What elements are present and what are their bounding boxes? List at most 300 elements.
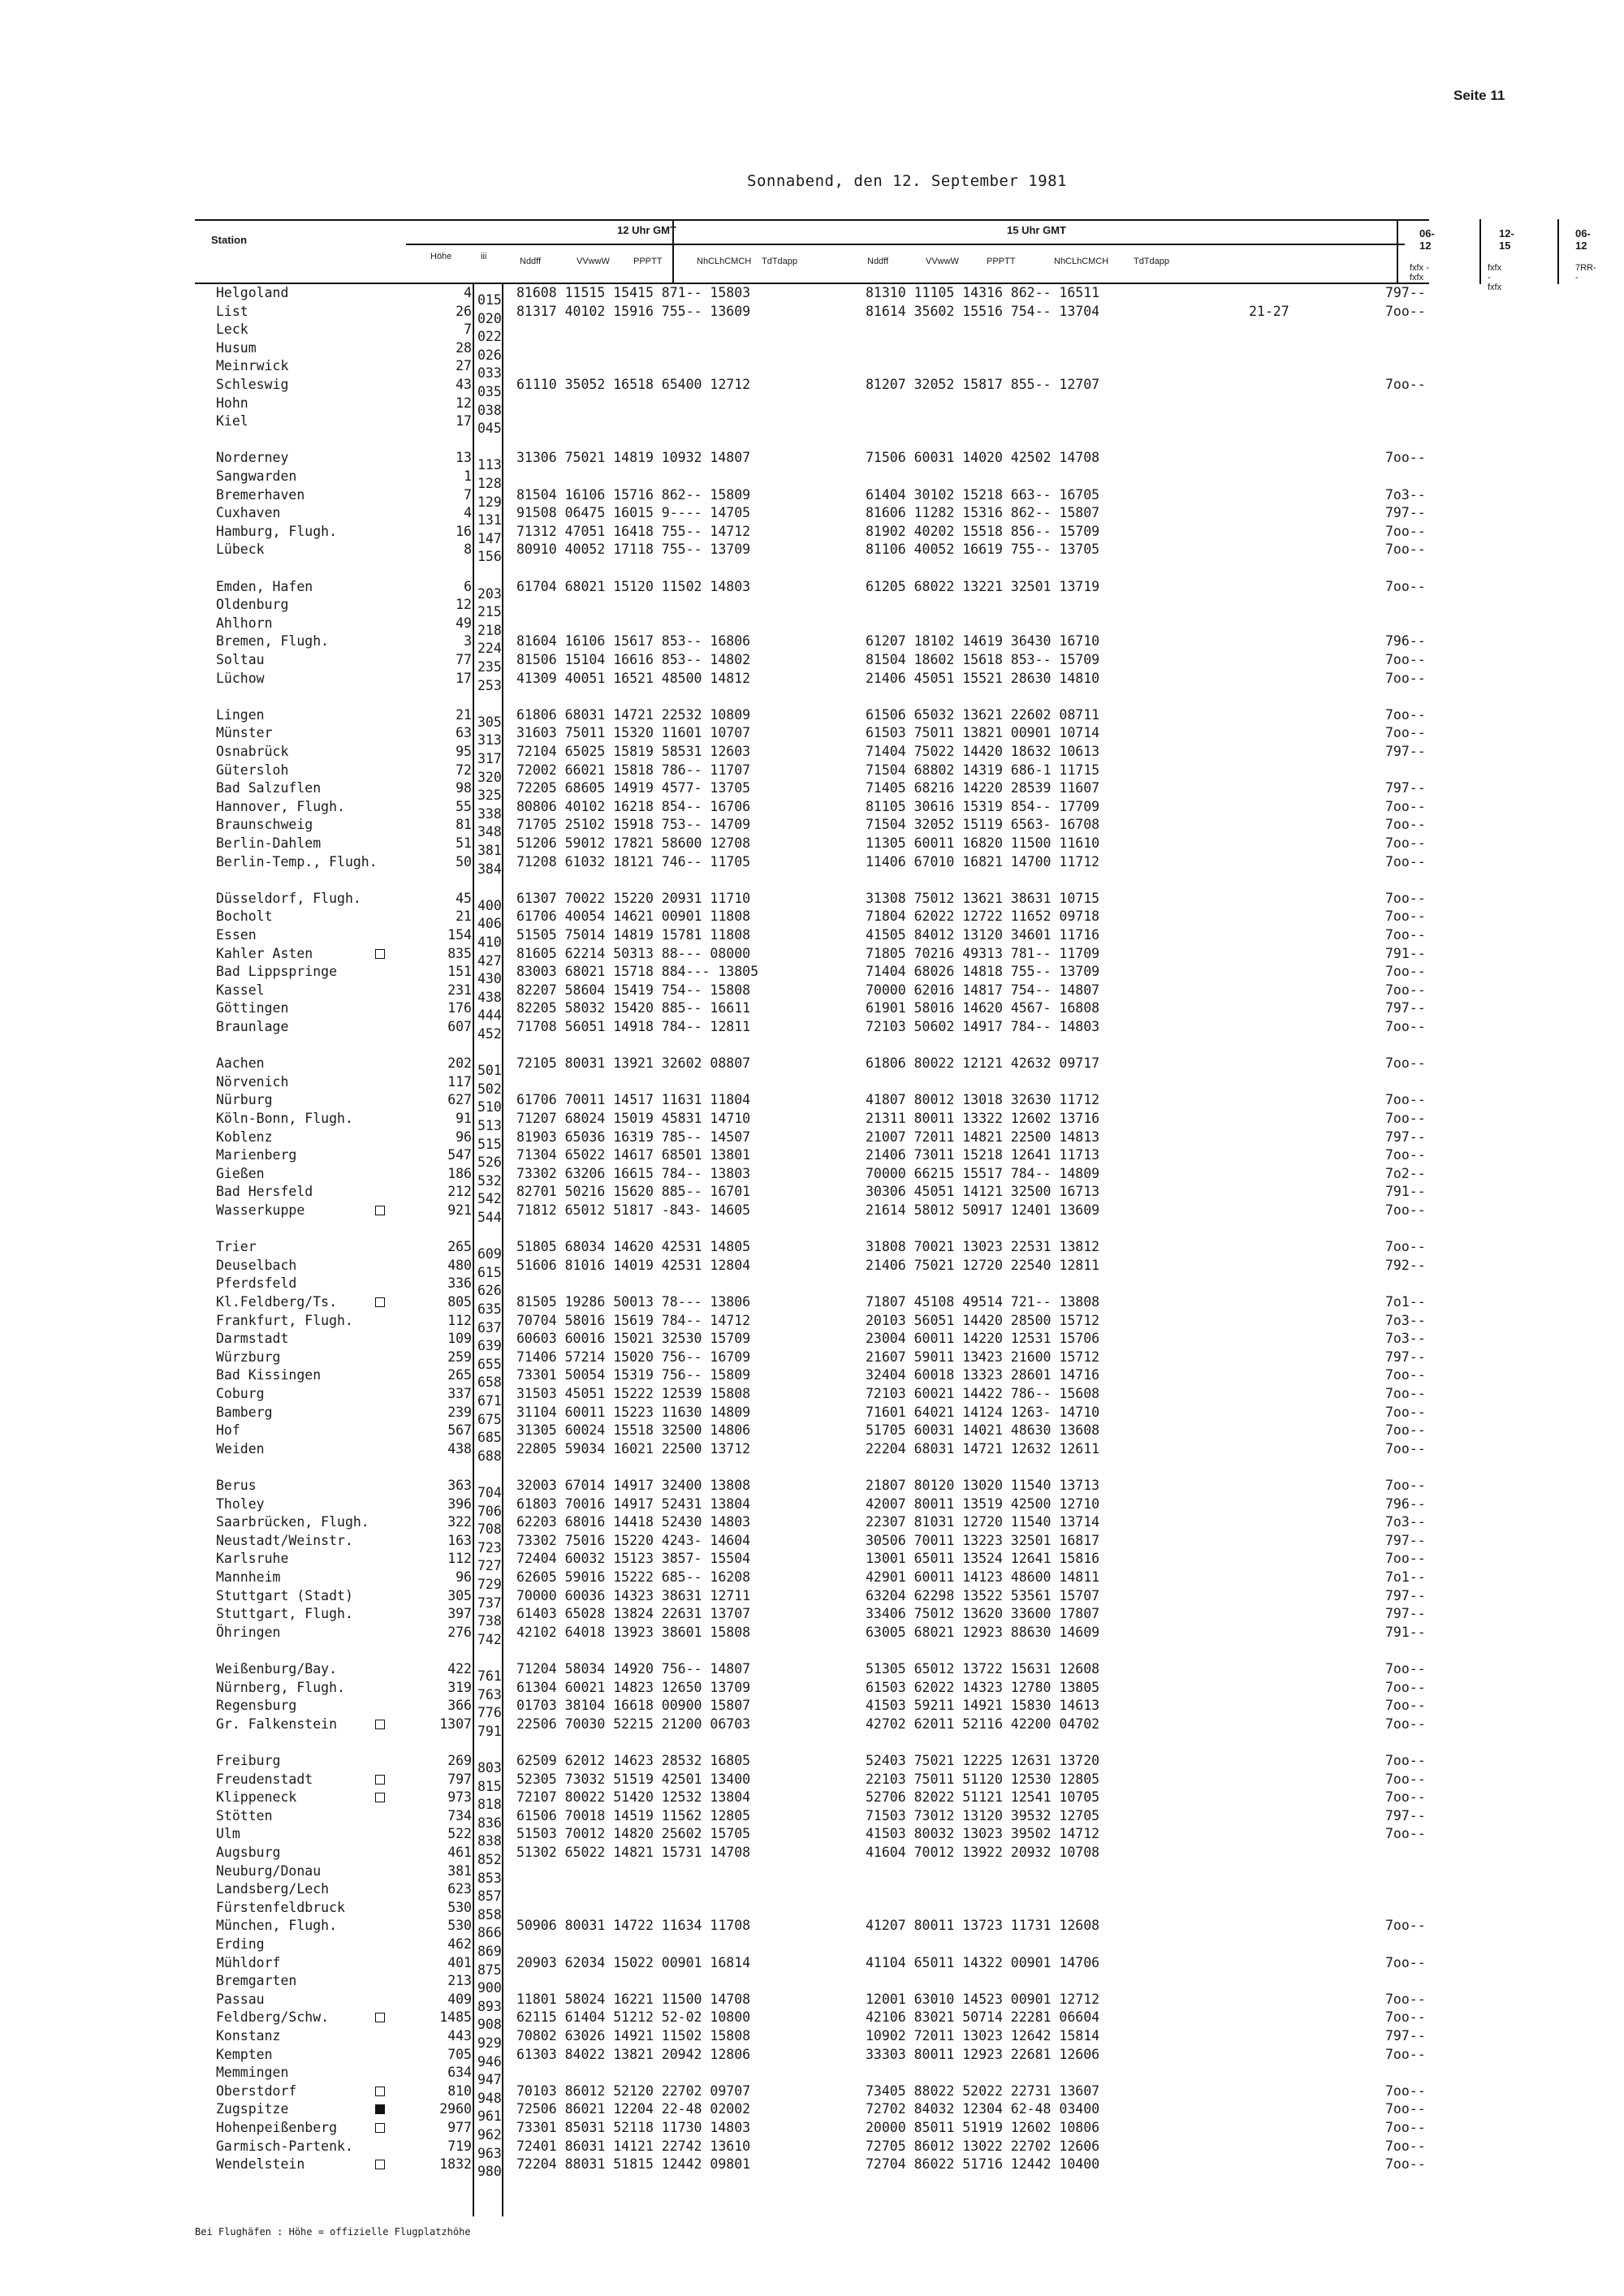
- station-name: Meinrwick: [216, 358, 289, 374]
- station-id: 147: [477, 530, 502, 546]
- obs-12-uhr: 62203 68016 14418 52430 14803: [516, 1514, 751, 1530]
- obs-12-uhr: 61806 68031 14721 22532 10809: [516, 706, 751, 723]
- station-height: 21: [456, 908, 472, 925]
- obs-12-uhr: 72204 88031 51815 12442 09801: [516, 2156, 751, 2173]
- extra-code: 7oo--: [1385, 2101, 1426, 2117]
- station-name: Oldenburg: [216, 597, 289, 613]
- station-id: 626: [477, 1283, 502, 1299]
- obs-15-uhr: 71405 68216 14220 28539 11607: [866, 780, 1100, 796]
- station-name: Lüchow: [216, 670, 265, 686]
- obs-15-uhr: 63204 62298 13522 53561 15707: [866, 1587, 1100, 1603]
- station-name: Nürburg: [216, 1092, 273, 1108]
- station-height: 438: [447, 1440, 472, 1457]
- extra-code: 7o1--: [1385, 1294, 1426, 1310]
- extra-code: 797--: [1385, 1587, 1426, 1603]
- obs-12-uhr: 81505 19286 50013 78--- 13806: [516, 1294, 751, 1310]
- extra-code: 7oo--: [1385, 1753, 1426, 1768]
- extra-code: 7oo--: [1385, 1771, 1426, 1787]
- station-height: 7: [464, 486, 472, 503]
- obs-12-uhr: 71304 65022 14617 68501 13801: [516, 1147, 751, 1163]
- station-name: Gr. Falkenstein: [216, 1716, 338, 1732]
- obs-12-uhr: 61706 70011 14517 11631 11804: [516, 1092, 751, 1108]
- station-id: 218: [477, 622, 502, 638]
- extra-code: 7oo--: [1385, 853, 1426, 870]
- obs-12-uhr: 72506 86021 12204 22-48 02002: [516, 2101, 751, 2117]
- station-name: Gütersloh: [216, 762, 289, 778]
- station-id: 963: [477, 2145, 502, 2161]
- station-height: 397: [447, 1606, 472, 1622]
- station-height: 607: [447, 1019, 472, 1034]
- station-marker-icon: [375, 1206, 385, 1215]
- station-id: 325: [477, 788, 502, 804]
- extra-code: 7o3--: [1385, 1331, 1426, 1347]
- station-height: 322: [447, 1514, 472, 1530]
- obs-15-uhr: 81504 18602 15618 853-- 15709: [866, 652, 1100, 667]
- station-id: 502: [477, 1081, 502, 1097]
- obs-15-uhr: 52706 82022 51121 12541 10705: [866, 1789, 1100, 1806]
- obs-12-uhr: 71204 58034 14920 756-- 14807: [516, 1661, 751, 1677]
- station-name: Stuttgart (Stadt): [216, 1587, 353, 1603]
- station-id: 406: [477, 916, 502, 932]
- station-name: Bad Salzuflen: [216, 780, 322, 796]
- station-height: 547: [447, 1147, 472, 1163]
- page-number: Seite 11: [1453, 88, 1505, 103]
- station-name: Cuxhaven: [216, 505, 281, 521]
- obs-15-uhr: 21007 72011 14821 22500 14813: [866, 1129, 1100, 1145]
- obs-12-uhr: 22506 70030 52215 21200 06703: [516, 1716, 751, 1732]
- station-name: Mannheim: [216, 1569, 281, 1585]
- obs-15-uhr: 20103 56051 14420 28500 15712: [866, 1312, 1100, 1328]
- obs-12-uhr: 52305 73032 51519 42501 13400: [516, 1771, 751, 1787]
- obs-15-uhr: 31808 70021 13023 22531 13812: [866, 1239, 1100, 1255]
- station-name: Nürnberg, Flugh.: [216, 1679, 345, 1695]
- station-id: 156: [477, 549, 502, 565]
- station-height: 45: [456, 890, 472, 906]
- station-height: 810: [447, 2082, 472, 2099]
- station-height: 49: [456, 615, 472, 631]
- header-nh-12: NhCLhCMCH: [697, 257, 752, 266]
- obs-12-uhr: 71208 61032 18121 746-- 11705: [516, 853, 751, 870]
- obs-15-uhr: 42007 80011 13519 42500 12710: [866, 1495, 1100, 1512]
- station-id: 510: [477, 1099, 502, 1116]
- station-height: 805: [447, 1294, 472, 1310]
- header-pppp-12: PPPTT: [633, 257, 663, 266]
- station-name: Osnabrück: [216, 744, 289, 759]
- header-nddff-15: Nddff: [867, 257, 889, 266]
- station-height: 4: [464, 285, 472, 300]
- obs-12-uhr: 60603 60016 15021 32530 15709: [516, 1331, 751, 1347]
- obs-15-uhr: 71804 62022 12722 11652 09718: [866, 908, 1100, 925]
- obs-12-uhr: 32003 67014 14917 32400 13808: [516, 1478, 751, 1493]
- station-height: 530: [447, 1899, 472, 1915]
- obs-12-uhr: 80806 40102 16218 854-- 16706: [516, 798, 751, 814]
- extra-code: 7oo--: [1385, 1440, 1426, 1457]
- extra-code: 7oo--: [1385, 1202, 1426, 1218]
- station-id: 438: [477, 989, 502, 1005]
- obs-12-uhr: 70704 58016 15619 784-- 14712: [516, 1312, 751, 1328]
- obs-15-uhr: 71506 60031 14020 42502 14708: [866, 450, 1100, 466]
- station-height: 623: [447, 1881, 472, 1897]
- station-id: 452: [477, 1026, 502, 1042]
- station-name: Braunlage: [216, 1019, 289, 1034]
- obs-12-uhr: 72105 80031 13921 32602 08807: [516, 1055, 751, 1072]
- obs-15-uhr: 71805 70216 49313 781-- 11709: [866, 945, 1100, 961]
- station-name: Koblenz: [216, 1129, 273, 1145]
- extra-code: 797--: [1385, 1129, 1426, 1145]
- station-id: 723: [477, 1539, 502, 1556]
- station-name: Oberstdorf: [216, 2082, 297, 2099]
- station-id: 869: [477, 1944, 502, 1959]
- station-marker-icon: [375, 1775, 385, 1785]
- station-marker-icon: [375, 1720, 385, 1729]
- station-id: 637: [477, 1319, 502, 1336]
- station-name: Klippeneck: [216, 1789, 297, 1806]
- station-name: Hohn: [216, 395, 248, 411]
- extra-code: 7oo--: [1385, 1367, 1426, 1383]
- obs-12-uhr: 20903 62034 15022 00901 16814: [516, 1954, 751, 1970]
- station-height: 55: [456, 798, 472, 814]
- station-name: Freudenstadt: [216, 1771, 313, 1787]
- obs-15-uhr: 81614 35602 15516 754-- 13704: [866, 303, 1100, 319]
- extra-code: 7oo--: [1385, 1698, 1426, 1714]
- obs-12-uhr: 81317 40102 15916 755-- 13609: [516, 303, 751, 319]
- station-height: 8: [464, 542, 472, 558]
- station-height: 522: [447, 1826, 472, 1842]
- station-name: Berlin-Temp., Flugh.: [216, 853, 378, 870]
- station-name: Saarbrücken, Flugh.: [216, 1514, 369, 1530]
- station-id: 818: [477, 1797, 502, 1813]
- station-name: Lübeck: [216, 542, 265, 558]
- station-name: Soltau: [216, 652, 265, 667]
- obs-15-uhr: 61506 65032 13621 22602 08711: [866, 706, 1100, 723]
- station-height: 27: [456, 358, 472, 374]
- station-height: 530: [447, 1918, 472, 1934]
- obs-15-uhr: 72704 86022 51716 12442 10400: [866, 2156, 1100, 2173]
- obs-15-uhr: 81105 30616 15319 854-- 17709: [866, 798, 1100, 814]
- station-id: 658: [477, 1375, 502, 1391]
- station-id: 838: [477, 1833, 502, 1849]
- extra-code: 7oo--: [1385, 2009, 1426, 2026]
- station-height: 269: [447, 1753, 472, 1768]
- extra-code: 7oo--: [1385, 2138, 1426, 2154]
- obs-15-uhr: 71503 73012 13120 39532 12705: [866, 1807, 1100, 1823]
- station-name: Norderney: [216, 450, 289, 466]
- obs-12-uhr: 31305 60024 15518 32500 14806: [516, 1422, 751, 1439]
- station-id: 131: [477, 512, 502, 529]
- station-id: 427: [477, 952, 502, 969]
- station-id: 026: [477, 347, 502, 363]
- station-name: Stötten: [216, 1807, 273, 1823]
- station-id: 961: [477, 2108, 502, 2125]
- station-height: 16: [456, 523, 472, 539]
- station-height: 1832: [439, 2156, 472, 2173]
- station-name: Braunschweig: [216, 817, 313, 833]
- station-id: 320: [477, 769, 502, 785]
- extra-code: 792--: [1385, 1257, 1426, 1273]
- obs-15-uhr: 30306 45051 14121 32500 16713: [866, 1184, 1100, 1200]
- station-id: 857: [477, 1888, 502, 1905]
- station-height: 26: [456, 303, 472, 319]
- extra-code: 797--: [1385, 1606, 1426, 1622]
- station-name: Bamberg: [216, 1404, 273, 1420]
- station-height: 305: [447, 1587, 472, 1603]
- station-height: 95: [456, 744, 472, 759]
- obs-15-uhr: 41207 80011 13723 11731 12608: [866, 1918, 1100, 1934]
- station-height: 2960: [439, 2101, 472, 2117]
- station-name: Deuselbach: [216, 1257, 297, 1273]
- station-name: Essen: [216, 927, 257, 943]
- station-id: 444: [477, 1008, 502, 1024]
- station-id: 836: [477, 1815, 502, 1831]
- obs-12-uhr: 51606 81016 14019 42531 12804: [516, 1257, 751, 1273]
- obs-15-uhr: 22204 68031 14721 12632 12611: [866, 1440, 1100, 1457]
- obs-15-uhr: 41807 80012 13018 32630 11712: [866, 1092, 1100, 1108]
- obs-15-uhr: 21614 58012 50917 12401 13609: [866, 1202, 1100, 1218]
- obs-15-uhr: 41503 80032 13023 39502 14712: [866, 1826, 1100, 1842]
- obs-12-uhr: 80910 40052 17118 755-- 13709: [516, 542, 751, 558]
- station-name: Berlin-Dahlem: [216, 835, 322, 851]
- obs-12-uhr: 81903 65036 16319 785-- 14507: [516, 1129, 751, 1145]
- obs-12-uhr: 81604 16106 15617 853-- 16806: [516, 633, 751, 650]
- header-col-7rr: 7RR--: [1575, 263, 1596, 283]
- station-height: 401: [447, 1954, 472, 1970]
- station-height: 634: [447, 2065, 472, 2081]
- header-pppp-15: PPPTT: [987, 257, 1016, 266]
- station-name: Erding: [216, 1936, 265, 1952]
- station-id: 738: [477, 1613, 502, 1629]
- station-name: Hannover, Flugh.: [216, 798, 345, 814]
- header-col-fxfx-2: fxfx - fxfx: [1488, 263, 1502, 292]
- station-id: 635: [477, 1301, 502, 1317]
- obs-15-uhr: 71404 68026 14818 755-- 13709: [866, 964, 1100, 980]
- header-tt-12: TdTdapp: [762, 257, 798, 266]
- station-id: 410: [477, 934, 502, 950]
- obs-12-uhr: 50906 80031 14722 11634 11708: [516, 1918, 751, 1934]
- extra-code: 7oo--: [1385, 1918, 1426, 1934]
- obs-12-uhr: 01703 38104 16618 00900 15807: [516, 1698, 751, 1714]
- obs-15-uhr: 41104 65011 14322 00901 14706: [866, 1954, 1100, 1970]
- station-height: 336: [447, 1275, 472, 1292]
- station-height: 81: [456, 817, 472, 833]
- obs-15-uhr: 81606 11282 15316 862-- 15807: [866, 505, 1100, 521]
- station-id: 033: [477, 365, 502, 382]
- header-12-uhr: 12 Uhr GMT: [617, 224, 676, 236]
- station-height: 265: [447, 1367, 472, 1383]
- extra-code: 7oo--: [1385, 1404, 1426, 1420]
- obs-15-uhr: 61806 80022 12121 42632 09717: [866, 1055, 1100, 1072]
- extra-code: 7oo--: [1385, 450, 1426, 466]
- obs-12-uhr: 62509 62012 14623 28532 16805: [516, 1753, 751, 1768]
- station-height: 186: [447, 1165, 472, 1181]
- station-id: 384: [477, 861, 502, 877]
- station-name: Husum: [216, 339, 257, 356]
- station-height: 43: [456, 377, 472, 392]
- obs-15-uhr: 81310 11105 14316 862-- 16511: [866, 285, 1100, 300]
- extra-code: 7oo--: [1385, 706, 1426, 723]
- obs-15-uhr: 72103 50602 14917 784-- 14803: [866, 1019, 1100, 1034]
- station-name: Emden, Hafen: [216, 578, 313, 594]
- obs-15-uhr: 33406 75012 13620 33600 17807: [866, 1606, 1100, 1622]
- station-name: Kiel: [216, 413, 248, 429]
- obs-12-uhr: 71705 25102 15918 753-- 14709: [516, 817, 751, 833]
- station-height: 366: [447, 1698, 472, 1714]
- station-height: 363: [447, 1478, 472, 1493]
- obs-15-uhr: 71504 32052 15119 6563- 16708: [866, 817, 1100, 833]
- station-id: 515: [477, 1136, 502, 1152]
- station-height: 239: [447, 1404, 472, 1420]
- header-col-1215: 12-15: [1499, 227, 1514, 252]
- station-name: Weißenburg/Bay.: [216, 1661, 338, 1677]
- extra-code: 7oo--: [1385, 2156, 1426, 2173]
- obs-15-uhr: 21406 45051 15521 28630 14810: [866, 670, 1100, 686]
- station-name: Bremen, Flugh.: [216, 633, 330, 650]
- station-height: 163: [447, 1532, 472, 1548]
- station-id: 313: [477, 732, 502, 749]
- station-name: Bad Hersfeld: [216, 1184, 313, 1200]
- obs-15-uhr: 72103 60021 14422 786-- 15608: [866, 1386, 1100, 1401]
- obs-12-uhr: 61704 68021 15120 11502 14803: [516, 578, 751, 594]
- station-id: 655: [477, 1356, 502, 1372]
- station-id: 338: [477, 805, 502, 822]
- header-col-0612: 06-12: [1419, 227, 1435, 252]
- station-id: 948: [477, 2090, 502, 2106]
- station-id: 129: [477, 494, 502, 510]
- station-height: 17: [456, 413, 472, 429]
- station-id: 685: [477, 1430, 502, 1446]
- station-name: Trier: [216, 1239, 257, 1255]
- obs-12-uhr: 31503 45051 15222 12539 15808: [516, 1386, 751, 1401]
- obs-15-uhr: 12001 63010 14523 00901 12712: [866, 1991, 1100, 2007]
- station-marker-icon: [375, 2160, 385, 2169]
- extra-code: 797--: [1385, 2028, 1426, 2044]
- obs-15-uhr: 51305 65012 13722 15631 12608: [866, 1661, 1100, 1677]
- extra-code: 7o3--: [1385, 1312, 1426, 1328]
- station-height: 21: [456, 706, 472, 723]
- station-name: Münster: [216, 725, 273, 741]
- obs-15-uhr: 52403 75021 12225 12631 13720: [866, 1753, 1100, 1768]
- obs-12-uhr: 71406 57214 15020 756-- 16709: [516, 1349, 751, 1365]
- station-height: 109: [447, 1331, 472, 1347]
- header-station: Station: [211, 234, 248, 246]
- station-id: 980: [477, 2164, 502, 2180]
- station-height: 50: [456, 853, 472, 870]
- station-id: 947: [477, 2072, 502, 2088]
- station-marker-icon: [375, 1793, 385, 1802]
- extra-code: 796--: [1385, 1495, 1426, 1512]
- station-name: Bremgarten: [216, 1973, 297, 1989]
- station-marker-icon: [375, 2013, 385, 2022]
- station-id: 675: [477, 1411, 502, 1427]
- station-height: 462: [447, 1936, 472, 1952]
- header-col-0612b: 06-12: [1575, 227, 1591, 252]
- station-name: Darmstadt: [216, 1331, 289, 1347]
- station-id: 128: [477, 476, 502, 491]
- station-height: 409: [447, 1991, 472, 2007]
- extra-code: 797--: [1385, 780, 1426, 796]
- station-id: 317: [477, 751, 502, 766]
- obs-15-uhr: 72702 84032 12304 62-48 03400: [866, 2101, 1100, 2117]
- station-name: Hamburg, Flugh.: [216, 523, 338, 539]
- obs-15-uhr: 63005 68021 12923 88630 14609: [866, 1624, 1100, 1640]
- station-name: Köln-Bonn, Flugh.: [216, 1111, 353, 1126]
- station-height: 77: [456, 652, 472, 667]
- station-height: 3: [464, 633, 472, 650]
- station-height: 422: [447, 1661, 472, 1677]
- obs-12-uhr: 83003 68021 15718 884--- 13805: [516, 964, 759, 980]
- station-height: 973: [447, 1789, 472, 1806]
- obs-15-uhr: 32404 60018 13323 28601 14716: [866, 1367, 1100, 1383]
- station-name: Mühldorf: [216, 1954, 281, 1970]
- station-height: 835: [447, 945, 472, 961]
- header-col-fxfx-1: fxfx - fxfx: [1410, 263, 1429, 283]
- station-height: 259: [447, 1349, 472, 1365]
- extra-code: 7oo--: [1385, 798, 1426, 814]
- station-id: 615: [477, 1264, 502, 1280]
- station-name: Kl.Feldberg/Ts.: [216, 1294, 338, 1310]
- obs-15-uhr: 30506 70011 13223 32501 16817: [866, 1532, 1100, 1548]
- obs-12-uhr: 73302 75016 15220 4243- 14604: [516, 1532, 751, 1548]
- station-height: 319: [447, 1679, 472, 1695]
- extra-code: 7oo--: [1385, 1991, 1426, 2007]
- station-id: 929: [477, 2035, 502, 2051]
- obs-15-uhr: 41505 84012 13120 34601 11716: [866, 927, 1100, 943]
- obs-15-uhr: 31308 75012 13621 38631 10715: [866, 890, 1100, 906]
- obs-15-uhr: 21311 80011 13322 12602 13716: [866, 1111, 1100, 1126]
- obs-15-uhr: 81106 40052 16619 755-- 13705: [866, 542, 1100, 558]
- obs-15-uhr: 21607 59011 13423 21600 15712: [866, 1349, 1100, 1365]
- obs-12-uhr: 61307 70022 15220 20931 11710: [516, 890, 751, 906]
- obs-12-uhr: 72404 60032 15123 3857- 15504: [516, 1551, 751, 1567]
- obs-15-uhr: 71404 75022 14420 18632 10613: [866, 744, 1100, 759]
- station-height: 112: [447, 1551, 472, 1567]
- station-height: 567: [447, 1422, 472, 1439]
- obs-12-uhr: 62605 59016 15222 685-- 16208: [516, 1569, 751, 1585]
- obs-15-uhr: 71601 64021 14124 1263- 14710: [866, 1404, 1100, 1420]
- obs-15-uhr: 70000 66215 15517 784-- 14809: [866, 1165, 1100, 1181]
- extra-code: 7oo--: [1385, 652, 1426, 667]
- station-height: 213: [447, 1973, 472, 1989]
- station-marker-icon: [375, 2104, 385, 2114]
- header-tt-15: TdTdapp: [1134, 257, 1170, 266]
- station-name: Zugspitze: [216, 2101, 289, 2117]
- station-id: 035: [477, 384, 502, 399]
- obs-15-uhr: 71807 45108 49514 721-- 13808: [866, 1294, 1100, 1310]
- extra-code: 797--: [1385, 1532, 1426, 1548]
- station-height: 705: [447, 2046, 472, 2062]
- station-name: München, Flugh.: [216, 1918, 338, 1934]
- station-height: 17: [456, 670, 472, 686]
- station-height: 337: [447, 1386, 472, 1401]
- extra-code: 7oo--: [1385, 1826, 1426, 1842]
- obs-12-uhr: 41309 40051 16521 48500 14812: [516, 670, 751, 686]
- obs-15-uhr: 73405 88022 52022 22731 13607: [866, 2082, 1100, 2099]
- obs-12-uhr: 31104 60011 15223 11630 14809: [516, 1404, 751, 1420]
- header-nddff-12: Nddff: [520, 257, 542, 266]
- extra-code: 7oo--: [1385, 1661, 1426, 1677]
- station-height: 276: [447, 1624, 472, 1640]
- station-height: 443: [447, 2028, 472, 2044]
- station-id: 858: [477, 1906, 502, 1923]
- extra-code: 797--: [1385, 744, 1426, 759]
- obs-15-uhr: 51705 60031 14021 48630 13608: [866, 1422, 1100, 1439]
- station-name: Regensburg: [216, 1698, 297, 1714]
- obs-12-uhr: 82701 50216 15620 885-- 16701: [516, 1184, 751, 1200]
- extra-code: 797--: [1385, 1349, 1426, 1365]
- station-id: 501: [477, 1063, 502, 1079]
- obs-12-uhr: 82205 58032 15420 885-- 16611: [516, 1000, 751, 1016]
- station-id: 852: [477, 1852, 502, 1867]
- station-name: Ulm: [216, 1826, 240, 1842]
